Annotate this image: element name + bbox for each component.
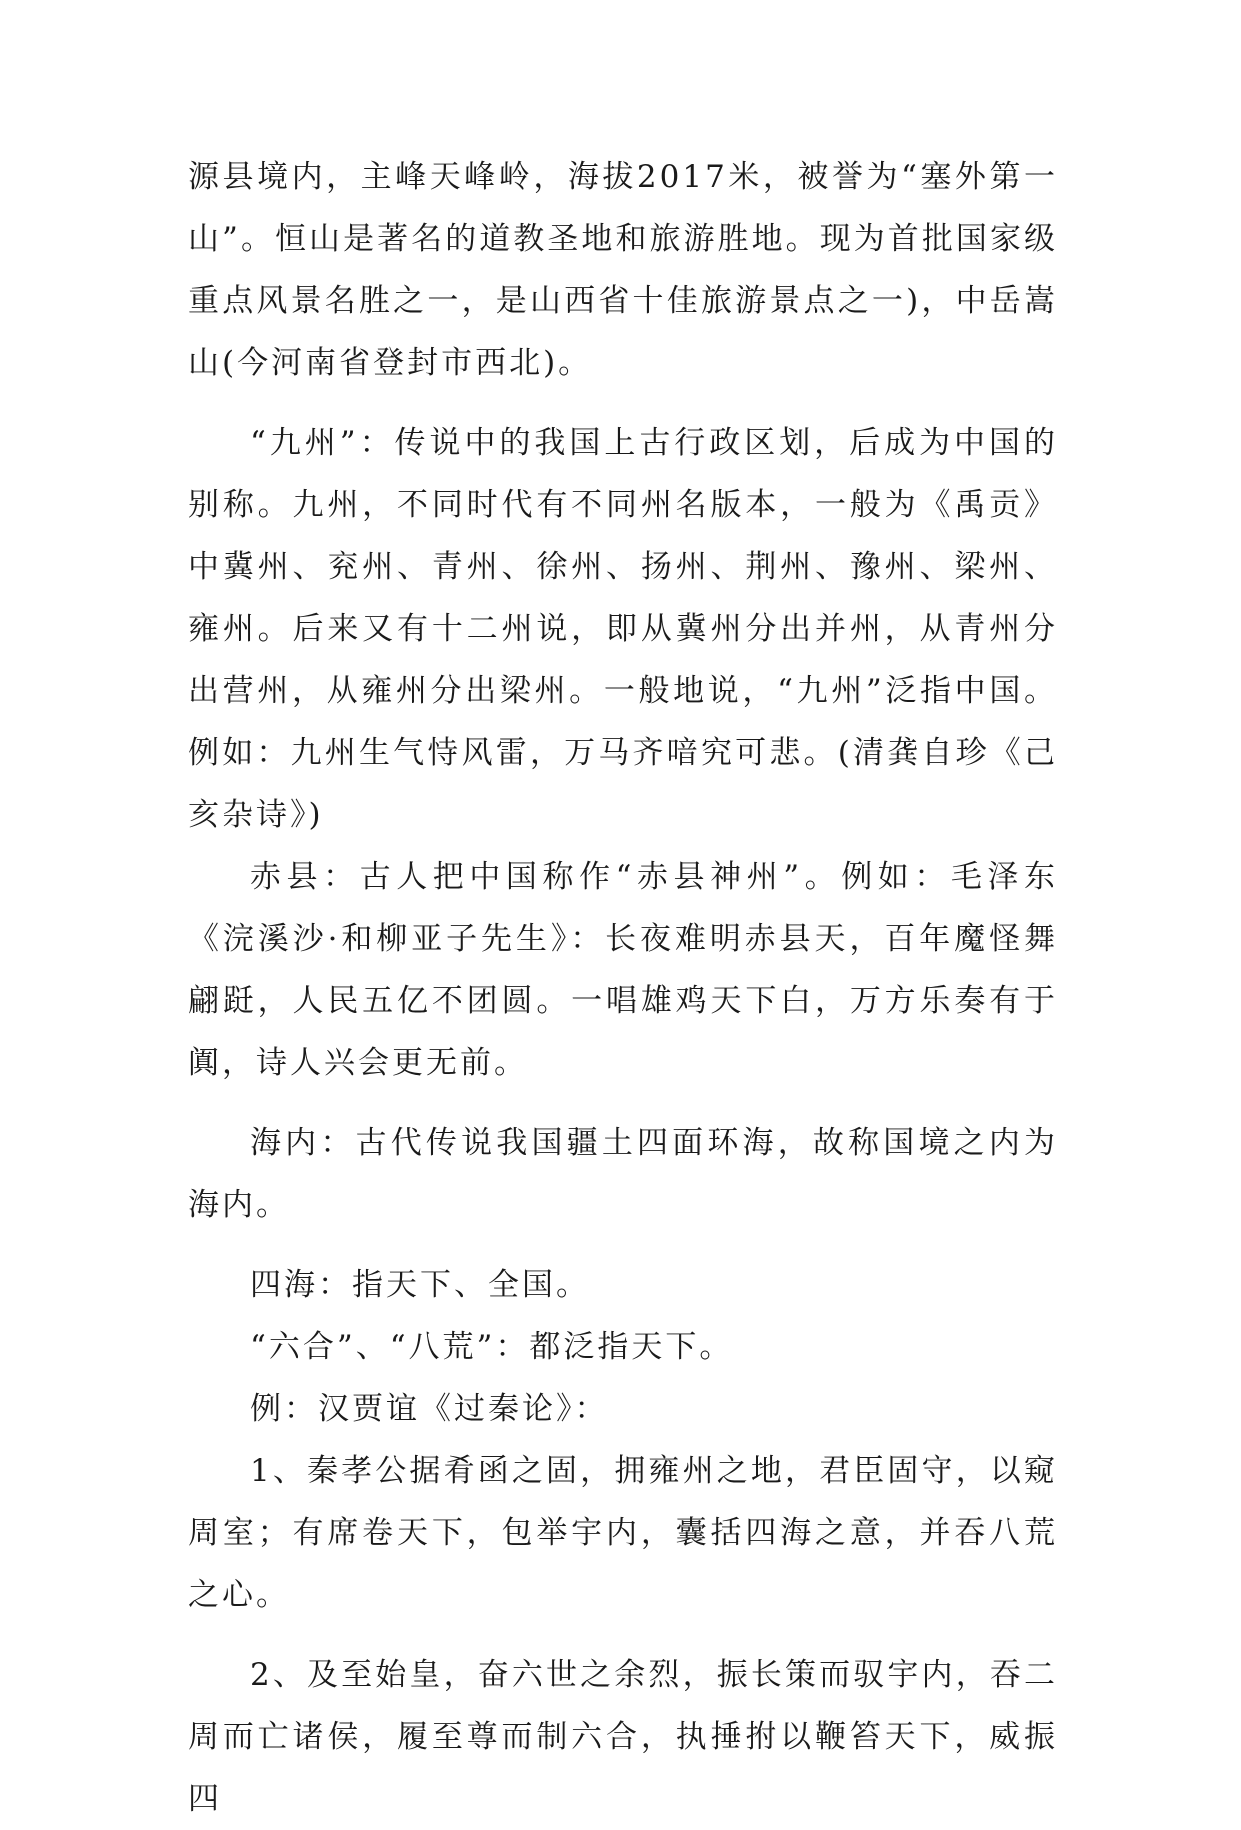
paragraph-jiuzhou: “九州”：传说中的我国上古行政区划，后成为中国的别称。九州，不同时代有不同州名版本，一般为《禹贡》中冀州、兖州、青州、徐州、扬州、荆州、豫州、梁州、雍州。后来又有十二州说，即从冀州分出并州，从青州分出营州，从雍州分出梁州。一般地说，“九州”泛指中国。例如：九州生气恃风雷，万马齐喑究可悲。(清龚自珍《己亥杂诗》): [188, 425, 1058, 833]
paragraph-liuhe-bahuang: “六合”、“八荒”：都泛指天下。: [250, 1329, 734, 1365]
paragraph-example-heading: 例：汉贾谊《过秦论》：: [250, 1391, 609, 1427]
document-body: [188, 146, 1058, 1830]
paragraph-sihai: 四海：指天下、全国。: [250, 1267, 590, 1303]
paragraph-chixian: 赤县：古人把中国称作“赤县神州”。例如：毛泽东《浣溪沙·和柳亚子先生》：长夜难明赤县天，百年魔怪舞翩跹，人民五亿不团圆。一唱雄鸡天下白，万方乐奏有于阗，诗人兴会更无前。: [188, 859, 1058, 1081]
paragraph-example-2: 2、及至始皇，奋六世之余烈，振长策而驭宇内，吞二周而亡诸侯，履至尊而制六合，执捶拊以鞭笞天下，威振四: [188, 1657, 1058, 1817]
paragraph-example-1: 1、秦孝公据肴函之固，拥雍州之地，君臣固守，以窥周室；有席卷天下，包举宇内，囊括四海之意，并吞八荒之心。: [188, 1453, 1058, 1613]
paragraph-hengshan-continued: 源县境内，主峰天峰岭，海拔2017米，被誉为“塞外第一山”。恒山是著名的道教圣地和旅游胜地。现为首批国家级重点风景名胜之一，是山西省十佳旅游景点之一)，中岳嵩山(今河南省登封市西北)。: [188, 159, 1058, 381]
paragraph-hainei: 海内：古代传说我国疆土四面环海，故称国境之内为海内。: [188, 1125, 1058, 1223]
